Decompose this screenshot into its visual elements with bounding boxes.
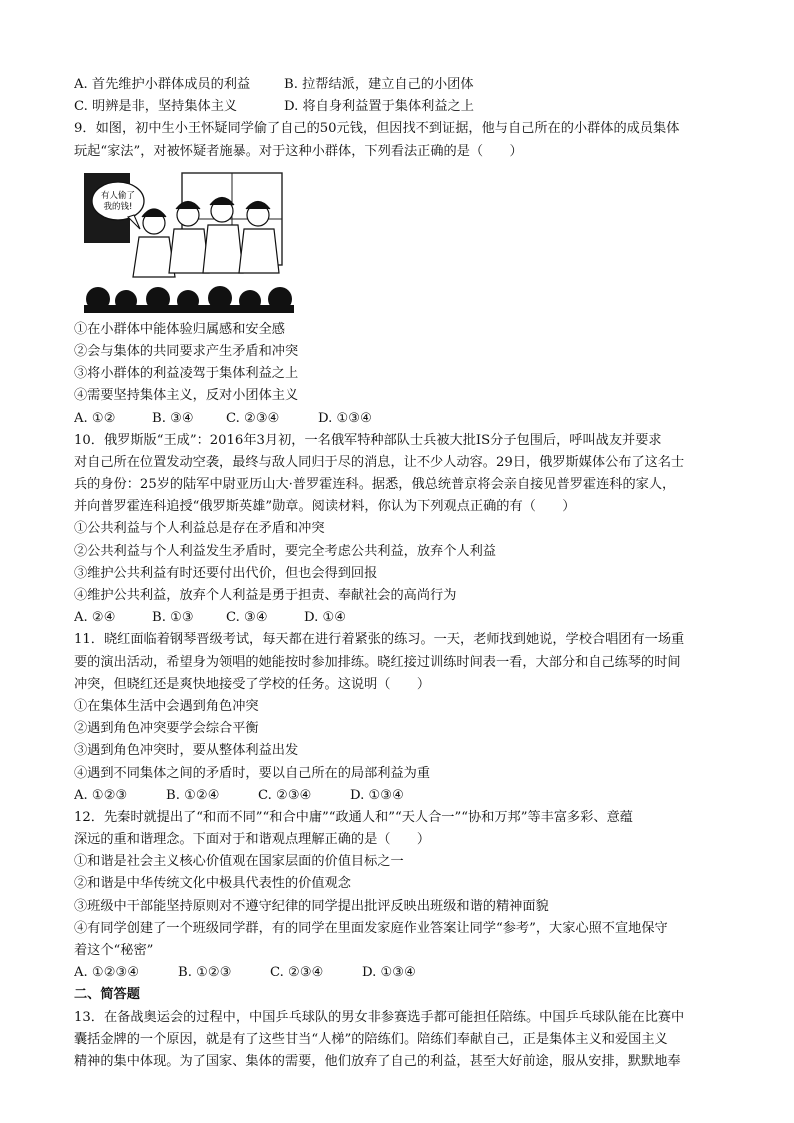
q10-choices	[74, 607, 726, 629]
q9-illustration	[84, 167, 294, 313]
q10-choice-c: C. ③④	[226, 610, 268, 626]
q12-choices	[74, 962, 726, 984]
q12-item-2: ②和谐是中华传统文化中极具代表性的价值观念	[74, 876, 351, 892]
q8-option-c: C. 明辨是非，坚持集体主义	[74, 99, 238, 115]
q9-item-2: ②会与集体的共同要求产生矛盾和冲突	[74, 343, 299, 359]
q11-item-1: ①在集体生活中会遇到角色冲突	[74, 698, 259, 714]
q10-item-4: ④维护公共利益，放弃个人利益是勇于担责、奉献社会的高尚行为	[74, 588, 457, 603]
q8-option-a: A. 首先维护小群体成员的利益	[74, 77, 251, 92]
q11-stem-line1: 11．晓红面临着钢琴晋级考试，每天都在进行着紧张的练习。一天，老师找到她说，学校合唱团有一场重	[74, 632, 685, 648]
q9-choice-b: B. ③④	[152, 410, 194, 426]
q11-choice-d: D. ①③④	[350, 787, 404, 803]
q12-stem-line2: 深远的重和谐理念。下面对于和谐观点理解正确的是（ ）	[74, 832, 431, 848]
q12-choice-c: C. ②③④	[270, 965, 324, 981]
q12-item-4-continued: 着这个“秘密”	[74, 943, 154, 958]
seated-students	[84, 286, 294, 313]
q8-options-row2	[74, 96, 726, 118]
q13-stem-line3: 精神的集中体现。为了国家、集体的需要，他们放弃了自己的利益，甚至大好前途，服从安排，默默地奉	[74, 1053, 681, 1069]
q9-item-1: ①在小群体中能体验归属感和安全感	[74, 321, 285, 337]
q11-stem-line3: 冲突，但晓红还是爽快地接受了学校的任务。这说明（ ）	[74, 676, 431, 692]
q10-stem-line3: 兵的身份：25岁的陆军中尉亚历山大·普罗霍连科。据悉，俄总统普京将会亲自接见普罗霍连科的家人，	[74, 477, 676, 493]
q8-options-row1	[74, 74, 726, 96]
speech-text-2: 我的钱!	[103, 201, 133, 212]
q12-item-1: ①和谐是社会主义核心价值观在国家层面的价值目标之一	[74, 854, 404, 870]
q8-option-d: D. 将自身利益置于集体利益之上	[284, 99, 474, 115]
q11-item-2: ②遇到角色冲突要学会综合平衡	[74, 721, 259, 737]
q10-item-2: ②公共利益与个人利益发生矛盾时，要完全考虑公共利益，放弃个人利益	[74, 543, 496, 559]
speech-text-1: 有人偷了	[100, 190, 136, 201]
q10-choice-b: B. ①③	[152, 610, 194, 626]
section-title-short-answer: 二、简答题	[74, 987, 140, 1003]
q10-stem-line2: 对自己所在位置发动空袭，最终与敌人同归于尽的消息，让不少人动容。29日，俄罗斯媒体公布了这名士	[74, 454, 685, 470]
q9-choice-d: D. ①③④	[318, 410, 372, 426]
q9-stem-line2: 玩起“家法”，对被怀疑者施暴。对于这种小群体，下列看法正确的是（ ）	[74, 143, 523, 159]
q11-choice-b: B. ①②④	[166, 787, 220, 803]
q10-choice-a: A. ②④	[74, 610, 116, 626]
exam-page	[74, 74, 726, 1073]
q9-choice-c: C. ②③④	[226, 410, 280, 426]
q9-item-3: ③将小群体的利益凌驾于集体利益之上	[74, 366, 299, 382]
q12-choice-d: D. ①③④	[362, 965, 416, 981]
q11-choice-c: C. ②③④	[258, 787, 312, 803]
q12-choice-a: A. ①②③④	[74, 965, 140, 981]
q12-item-3: ③班级中干部能坚持原则对不遵守纪律的同学提出批评反映出班级和谐的精神面貌	[74, 898, 549, 914]
q10-item-1: ①公共利益与个人利益总是存在矛盾和冲突	[74, 521, 325, 537]
q11-choice-a: A. ①②③	[74, 787, 128, 803]
standing-students	[133, 197, 279, 277]
q9-stem-line1: 9．如图，初中生小王怀疑同学偷了自己的50元钱，但因找不到证据，他与自己所在的小群体的成员集体	[74, 121, 680, 137]
q12-item-4: ④有同学创建了一个班级同学群，有的同学在里面发家庭作业答案让同学“参考”，大家心照不宣地保守	[74, 920, 668, 936]
q13-stem-line2: 囊括金牌的一个原因，就是有了这些甘当“人梯”的陪练们。陪练们奉献自己，正是集体主义和爱国主义	[74, 1031, 668, 1047]
q9-choice-a: A. ①②	[74, 410, 116, 426]
q11-choices	[74, 785, 726, 807]
q10-stem-line4: 并向普罗霍连科追授“俄罗斯英雄”勋章。阅读材料，你认为下列观点正确的有（ ）	[74, 499, 576, 515]
q9-item-4: ④需要坚持集体主义，反对小团体主义	[74, 388, 299, 404]
q10-stem-line1: 10．俄罗斯版“王成”：2016年3月初，一名俄军特种部队士兵被大批IS分子包围后，呼叫战友并要求	[74, 432, 662, 448]
q9-choices	[74, 408, 726, 430]
q10-choice-d: D. ①④	[304, 610, 347, 626]
q11-item-4: ④遇到不同集体之间的矛盾时，要以自己所在的局部利益为重	[74, 765, 431, 781]
q12-choice-b: B. ①②③	[178, 965, 232, 981]
q11-item-3: ③遇到角色冲突时，要从整体利益出发	[74, 743, 299, 759]
q10-item-3: ③维护公共利益有时还要付出代价，但也会得到回报	[74, 565, 378, 581]
q12-stem-line1: 12．先秦时就提出了“和而不同”“和合中庸”“政通人和”“天人合一”“协和万邦”等丰富多彩、意蕴	[74, 809, 633, 825]
speech-bubble	[92, 182, 144, 220]
q11-stem-line2: 要的演出活动，希望身为领唱的她能按时参加排练。晓红接过训练时间表一看，大部分和自己练琴的时间	[74, 654, 681, 670]
q13-stem-line1: 13．在备战奥运会的过程中，中国乒乓球队的男女非参赛选手都可能担任陪练。中国乒乓球队能在比赛中	[74, 1009, 685, 1025]
q8-option-b: B. 拉帮结派，建立自己的小团体	[284, 77, 474, 92]
